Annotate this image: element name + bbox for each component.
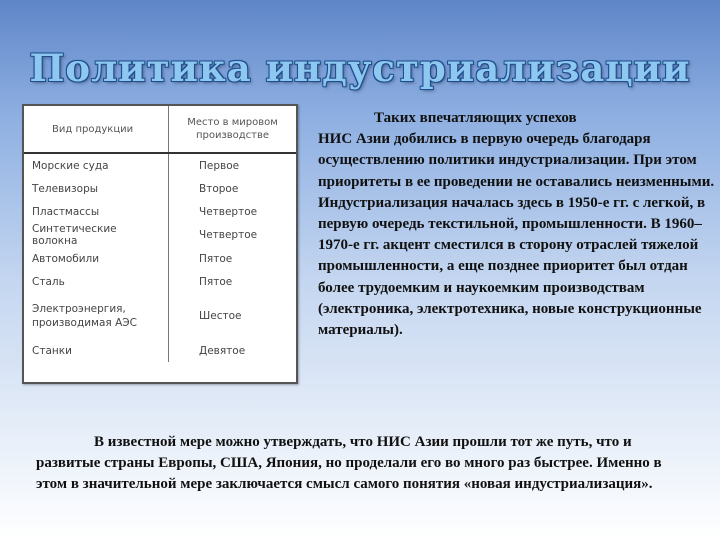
table-row xyxy=(24,177,296,200)
paragraph-first-line: Таких впечатляющих успехов xyxy=(374,110,577,126)
table-header-row xyxy=(24,106,296,153)
table-row xyxy=(24,339,296,362)
table-row xyxy=(24,200,296,223)
paragraph-industrialization xyxy=(318,108,716,341)
product-cell: Электроэнергия, производимая АЭС xyxy=(32,303,137,329)
table-row xyxy=(24,247,296,270)
column-header-product: Вид продукции xyxy=(24,106,169,153)
paragraph-conclusion: В известной мере можно утверждать, что НИС Азии прошли тот же путь, что и развитые страны Европы, США, Япония, но проделали его во много раз быстрее. Именно в этом в значительной мере заключается смысл самого понятия «новая индустриализация». xyxy=(36,434,662,493)
product-cell: Пластмассы xyxy=(32,205,100,218)
place-cell: Шестое xyxy=(169,293,297,339)
place-cell: Четвертое xyxy=(169,200,297,223)
product-cell: Сталь xyxy=(32,275,65,288)
place-cell: Первое xyxy=(169,153,297,177)
production-table-panel xyxy=(22,104,298,384)
paragraph-body: НИС Азии добились в первую очередь благодаря осуществлению политики индустриализации. При этом приоритеты в ее проведении не оставались неизменными. Индустриализация началась здесь в 1950-е гг. с легкой, в первую очередь текстильной, промышленности. В 1960– 1970-е гг. акцент сместился в сторону отраслей тяжелой промышленности, а еще позднее приоритет был отдан более трудоемким и наукоемким производствам (электроника, электротехника, новые конструкционные материалы). xyxy=(318,131,715,339)
slide-title: Политика индустриализации xyxy=(29,46,691,90)
product-cell: Морские суда xyxy=(32,159,109,172)
product-cell: Автомобили xyxy=(32,252,100,265)
table-row xyxy=(24,270,296,293)
table-row xyxy=(24,223,296,247)
place-cell: Пятое xyxy=(169,270,297,293)
product-cell: Станки xyxy=(32,344,72,357)
place-cell: Четвертое xyxy=(169,223,297,247)
product-cell: Синтетические волокна xyxy=(32,223,117,247)
column-header-place: Место в мировом производстве xyxy=(169,106,297,153)
product-cell: Телевизоры xyxy=(32,182,99,195)
table-row xyxy=(24,293,296,339)
production-table xyxy=(24,106,296,362)
table-row xyxy=(24,153,296,177)
place-cell: Пятое xyxy=(169,247,297,270)
place-cell: Девятое xyxy=(169,339,297,362)
place-cell: Второе xyxy=(169,177,297,200)
